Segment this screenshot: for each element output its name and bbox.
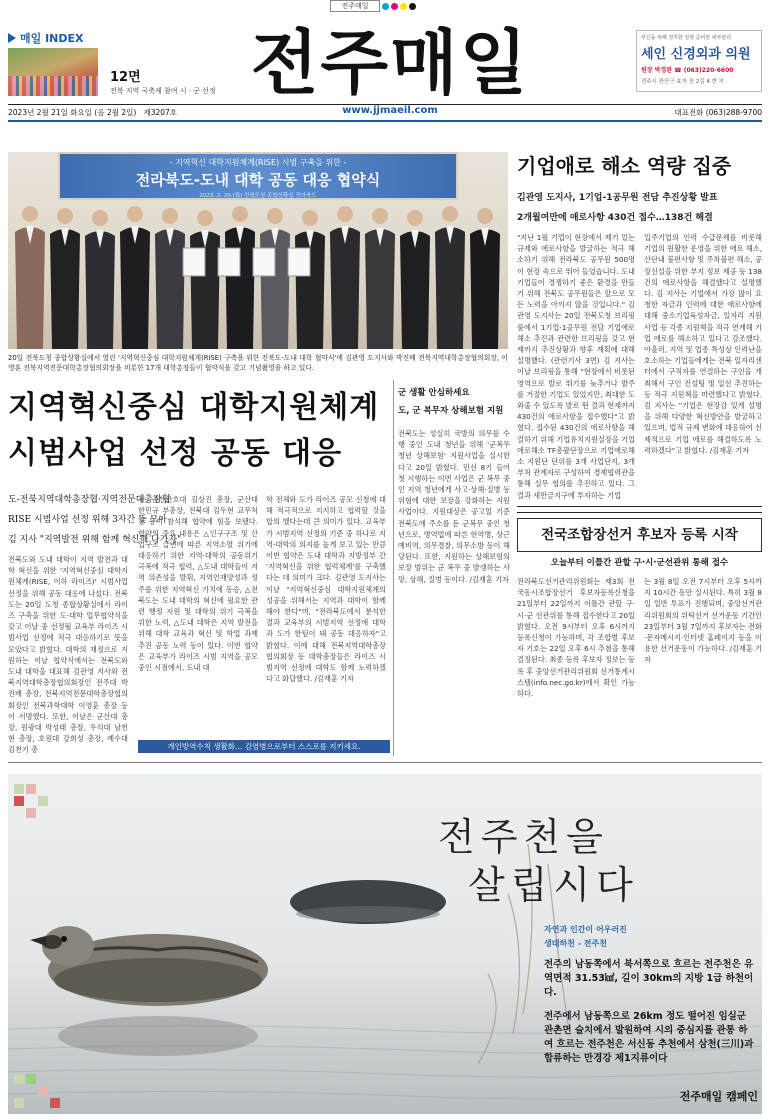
person-body bbox=[365, 229, 395, 349]
election-headline: 전국조합장선거 후보자 등록 시작 bbox=[541, 527, 738, 543]
index-block bbox=[8, 30, 238, 100]
campaign-ad bbox=[8, 774, 762, 1114]
person-head bbox=[127, 206, 143, 222]
index-arrow-icon bbox=[8, 33, 16, 43]
person-body bbox=[85, 231, 115, 349]
campaign-tag2: 생태하천 - 전주천 bbox=[544, 939, 607, 948]
main-col2: 장, 군산간호대 김상진 총장, 군산대 한민규 부총장, 전북대 김두현 교무처장 등이 참석해 협약에 힘을 보탰다. 협약의 주요 내용은 △인구구조 및 산업구조 급변에 따른 지역소멸 위기에 대응하기 위한 지역·대학의 공동위기 극복에 적극 협력, △도내 대학들이 지역 의존성을 발휘, 지역인재양성과 정주를 위한 지역혁신 가치에 동승, △전북도는 도내 대학의 혁신에 필요한 관련 행정 지원 및 대학의 위기 극복을 위한 노력, △도내 대학은 지역 발전을 위해 대학 교육과 혁신 및 학업 과제 추진 공동 노력 등이 있다. 이번 협약은 교육부가 라이즈 시범 지역을 공모 중인 시점에서, 도내 대 bbox=[138, 495, 258, 673]
agreement-document bbox=[183, 248, 205, 276]
masthead-title: 전주매일 bbox=[250, 21, 530, 104]
person-body bbox=[260, 229, 290, 349]
website-link[interactable]: www.jjmaeil.com bbox=[342, 105, 438, 116]
person-body bbox=[120, 227, 150, 349]
campaign-para2: 전주에서 남동쪽으로 26km 정도 떨어진 임실군 관촌면 슬치에서 발원하여 시의 중심지를 관통 하여 흐르는 전주천은 서신동 추천에서 삼천(三川)과 합류하는 만경강 제1지류이다 bbox=[544, 1011, 754, 1064]
regulation-col2: 입주기업의 인력 수급문제를 비롯해 기업의 원활한 운영을 위한 애로 해소, 산단내 불편사항 및 주차불편 해소, 공장신설을 위한 부지 정보 제공 등 138건의 애로사항을 해결했다고 설명했다. 김 지사는 기업에서 가장 많이 요청한 자금과 인력에 대한 애로사항에 대해 중소기업육성자금, 일자리 지원사업 등 각종 지원책을 적극 연계해 기업 애로를 해소하고 있다고 강조했다. 아울러, 지역 및 업종 특성상 인력난을 호소하는 기업들에게는 전북 일자리센터에서 구직자를 연결하는 구인을 개최해서 구인 컨설팅 및 일선 추진하는 등 적극 지원책을 마련했다고 밝혔다. 김 지사는 "기업은 현장감 있게 설명을 위해 다양한 혁신방안을 발굴하고 있으며, 법적 규제 변화에 대응하여 선제적으로 기업 애로를 해결하도록 노력하겠다"고 밝혔다. /김재훈 기자 bbox=[644, 233, 762, 455]
person-body bbox=[435, 227, 465, 349]
person-head bbox=[92, 210, 108, 226]
top-tag: 전주매일 bbox=[330, 0, 380, 12]
campaign-tag1: 자연과 인간이 어우러진 bbox=[544, 925, 627, 934]
person-head bbox=[477, 208, 493, 224]
campaign-para1: 전주의 남동쪽에서 북서쪽으로 흐르는 전주천은 유역면적 31.53㎢, 길이 30km의 지방 1급 하천이다. bbox=[544, 959, 754, 998]
person-head bbox=[232, 206, 248, 222]
person-body bbox=[470, 229, 500, 349]
campaign-signature: 전주매일 캠페인 bbox=[679, 1090, 758, 1103]
person-body bbox=[330, 227, 360, 349]
person-head bbox=[197, 210, 213, 226]
election-box bbox=[517, 518, 762, 552]
person-head bbox=[267, 208, 283, 224]
date-line: 2023년 2월 21일 화요일 (음 2월 2일) 제3207호 bbox=[8, 108, 178, 117]
regulation-sub2: 2개월여만에 애로사항 430건 접수…138건 해결 bbox=[517, 213, 713, 223]
agreement-document bbox=[288, 248, 310, 276]
main-sub1: 도-전북지역대학총장협·지역전문대총장협 bbox=[8, 495, 171, 505]
index-thumbnail bbox=[8, 48, 98, 96]
main-col1: 전북도와 도내 대학이 지역 발전과 대학 혁신을 위한 '지역혁신중심 대학지원체계(RISE, 이하 라이즈)' 시범사업 선정을 위해 공동 대응에 나섰다. 전북도는 20일 도청 종합상황실에서 라이즈 구축을 위한 도-대학 업무협약식을 갖고 이날 중 선정될 교육부 라이즈 시범사업 선정에 적극 대응하기로 뜻을 모았다고 밝혔다. 대학의 재정으로 지원하는 이날 협약식에서는 전북도와 도내 대학을 대표해 김관영 지사와 전북지역대학총장협의회장인 전주대 박진배 총장, 전북지역전문대학총장협의회장인 전북과학대학 이영훈 총장 등이 서명했다. 또한, 이날은 군산대 총장, 원광대 박성태 총장, 우석대 남천현 총장, 호원대 강희성 총장, 예수대 김천기 총 bbox=[8, 555, 128, 755]
insurance-body: 전북도는 성실히 국방의 의무를 수행 중인 도내 청년을 위해 '군복무 청년 상해보험' 지원사업을 실시한다고 20일 밝혔다. 민선 8기 들어 첫 시행하는 이번 사업은 군 복무 중인 지역 청년에게 사고·상해·질병 등 위험에 대한 보장을 강화하는 지원 사업이다. 지원대상은 공고일 기준 전북도에 주소를 둔 군복무 중인 청년으로, 병역법에 따른 현역병, 상근예비역, 의무경찰, 의무소방 등이 해당된다. 또한, 지원하는 상해보험의 보장 범위는 군 복무 중 발생하는 사망, 상해, 질병 등이다. /김재훈 기자 bbox=[398, 429, 510, 584]
event-banner: - 지역혁신 대학지원체계(RISE) 시범 구축을 위한 - 전라북도-도내 대학 공동 대응 협약식 2023. 2. 20.(월) 전북도청 종합상황실 전라북도 bbox=[58, 152, 458, 200]
main-col3: 학 전체와 도가 라이즈 공모 신청에 대해 적극적으로 지지하고 협력할 것을 합의 했다는데 큰 의미가 있다. 교육부가 시범지역 선정의 기준 중 하나로 지역-대학의 의지를 높게 보고 있는 만큼 이번 협약은 도내 대학과 지방정부 간 '지역혁신을 위한 협력체계'를 구축했다는 데 의미가 크다. 김관영 도지사는 이날 "지역혁신중심 대학지원체계의 성공을 위해서는 지역과 대학이 함께해야 한다"며, "전라북도에서 분석한 결과 교육부의 시범지역 선정에 대학과 도가 한팀이 돼 공동 대응하자"고 밝혔다. 이에 대해 전북지역대학총장협의회장 등 대학총장들은 라이즈 시범지역 선정에 대학도 함께 노력하겠다고 화답했다. /김재훈 기자 bbox=[266, 495, 386, 684]
election-col1: 전라북도선거관리위원회는 제3회 전국동시조합장선거 후보자등록신청을 21일부터 22일까지 이틀간 관할 구·시·군 선관위를 통해 접수한다고 20일 밝혔다. 오전 9시부터 오후 6시까지 등록신청이 가능하며, 각 조합별 후보자 기호는 22일 오후 6시 추첨을 통해 결정된다. 최종 등록 후보자 정보는 등록 후 중앙선거관리위원회 선거통계시스템(info.nec.go.kr)에서 확인 가능하다. bbox=[517, 577, 635, 699]
insurance-sub2: 도, 군 복무자 상해보험 지원 bbox=[398, 406, 504, 416]
agreement-document bbox=[253, 248, 275, 276]
insurance-sub1: 군 생활 안심하세요 bbox=[398, 388, 470, 398]
regulation-col1: "지난 1월 기업이 현장에서 제기 있는 규제와 애로사항을 발굴하는 적극 해소하기 위해 전라북도 공무원 500명이 현장 속으로 뛰어 들었습니다. 도내 기업들이 경쟁하기 좋은 환경을 만들기 위해 전북도 공무원들은 앞으로 모든 노력을 아끼지 않을 것입니다." 김관영 도지사는 20일 전북도청 브리핑룸에서 1기업-1공무원 전담 기업애로해소 추진과 관련한 브리핑을 갖고 현재까지 추진상황과 향후 계획에 대해 설명했다. (관련기사 3면) 김 지사는 이날 브리핑을 통해 "현장에서 비롯된 영역으로 발로 뛰기를 늦추거나 발주를 거절한 기업도 있었지만, 최대한 도와줄 수 있도록 발로 뛴 결과 현재까지 430건의 애로사항을 접수했다"고 밝혔다. 접수된 430건의 애로사항을 해결하기 위해 기업유치지원실장을 기업애로해소 TF총괄단장으로 기업애로해소 지원단 단위를 3개 사업단지, 3개 부처 관계자로 구성하여 경제협력관을 통해 실무 협의를 추진하고 있다. 그 결과 새만금지구에 투자하는 기업 bbox=[517, 233, 635, 500]
person-body bbox=[400, 231, 430, 349]
people-group bbox=[8, 152, 508, 349]
index-pages: 12면 bbox=[110, 70, 141, 85]
color-registration-marks bbox=[382, 2, 432, 10]
campaign-title-line2: 살립시다 bbox=[468, 863, 639, 907]
photo-caption: 20일 전북도청 종합상황실에서 열린 '지역혁신중심 대학지원체계(RISE) 구축을 위한 전북도-도내 대학 협약식'에 김관영 도지사와 박진배 전북지역대학총장협의회장, 이영훈 전북지역전문대학총장협의회장을 비롯한 17개 대학총장들이 협약식을 갖고 기념촬영을 하고 있다. bbox=[8, 354, 508, 372]
person-head bbox=[302, 210, 318, 226]
person-head bbox=[162, 208, 178, 224]
phone-number: 대표전화 (063)288-9700 bbox=[674, 108, 762, 117]
regulation-headline: 기업애로 해소 역량 집중 bbox=[517, 154, 732, 178]
agreement-document bbox=[218, 248, 240, 276]
ad-brand: 세인 신경외과 의원 bbox=[641, 47, 751, 62]
main-sub3: 김 지사 "지역발전 위해 함께 혁신해 나가자" bbox=[8, 535, 182, 545]
campaign-top-rule bbox=[8, 762, 762, 763]
election-top-rule bbox=[517, 512, 762, 513]
person-head bbox=[407, 210, 423, 226]
person-body bbox=[50, 229, 80, 349]
header-bottom-rule bbox=[8, 120, 762, 122]
insurance-body-cont bbox=[398, 428, 510, 754]
person-body bbox=[15, 227, 45, 349]
person-head bbox=[57, 208, 73, 224]
person-head bbox=[22, 206, 38, 222]
main-sub2: RISE 시범사업 선정 위해 3자간 뜻 모아 bbox=[8, 515, 167, 525]
person-body bbox=[155, 229, 185, 349]
election-sub: 오늘부터 이틀간 관할 구·시·군선관위 통해 접수 bbox=[550, 558, 729, 568]
health-banner: 개인방역수칙 생활화… 감염병으로부터 스스로를 지키세요. bbox=[138, 740, 390, 753]
person-body bbox=[225, 227, 255, 349]
column-divider bbox=[393, 380, 394, 756]
person-head bbox=[372, 208, 388, 224]
person-head bbox=[442, 206, 458, 222]
index-label: 매일 INDEX bbox=[20, 32, 84, 45]
election-col2: 는 3월 8일 오전 7시부터 오후 5시까지 10시간 동안 실시된다. 특히 3월 8일 일반 투표가 진행되며, 중앙선거관리위원회의 위탁선거 선거운동 기간인 23일부터 3월 7일까지 후보자는 전화·문자메시지·인터넷 홈페이지 등을 이용한 선거운동이 가능하다. /김재훈 기자 bbox=[644, 577, 762, 665]
regulation-sub1: 김관영 도지사, 1기업-1공무원 전담 추진상황 발표 bbox=[517, 193, 718, 203]
header-ad[interactable]: 부신을 위해 정직한 질병 준비한 피부관리 세인 신경외과 의원 원장 박경완 ☎ (063)220-6600 전주시 완산구 효자 천 2길 4 현 지 bbox=[636, 30, 762, 92]
regulation-bottom-rule bbox=[517, 506, 762, 507]
campaign-title-line1: 전주천을 bbox=[438, 815, 609, 859]
person-head bbox=[337, 206, 353, 222]
main-headline-line1: 지역혁신중심 대학지원체계 bbox=[8, 390, 380, 425]
main-headline-line2: 시범사업 선정 공동 대응 bbox=[8, 436, 343, 471]
ceremony-photo bbox=[8, 152, 508, 349]
index-caption: 전북 지역 국축제 참여 시 · 군 선정 bbox=[110, 87, 216, 95]
